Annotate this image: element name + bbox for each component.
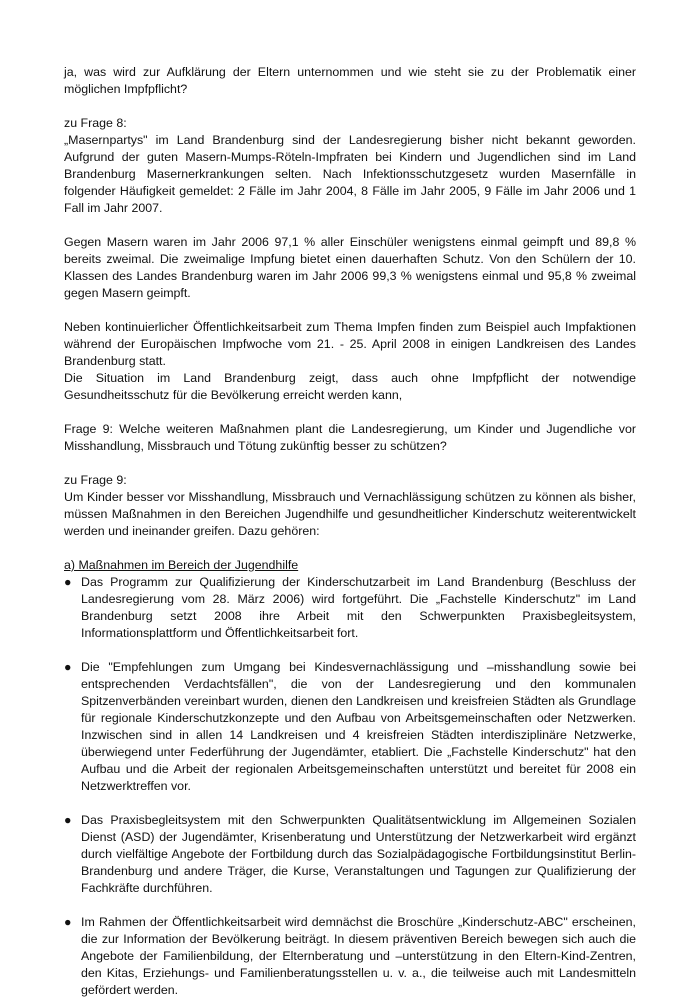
intro-paragraph: ja, was wird zur Aufklärung der Eltern unternommen und wie steht sie zu der Problematik einer möglichen Impfpflicht? (64, 65, 636, 96)
document-page (64, 64, 636, 999)
answer-8-paragraph-2: Gegen Masern waren im Jahr 2006 97,1 % aller Einschüler wenigstens einmal geimpft und 89,8 % bereits zweimal. Die zweimalige Impfung bietet einen dauerhaften Schutz. Von den Schülern der 10. Klassen des Landes Brandenburg waren im Jahr 2006 99,3 % wenigstens einmal und 95,8 % zweimal gegen Masern geimpft. (64, 235, 636, 300)
answer-8-paragraph-1: „Masernpartys" im Land Brandenburg sind der Landesregierung bisher nicht bekannt geworden. Aufgrund der guten Masern-Mumps-Röteln-Impfraten bei Kindern und Jugendlichen sind im Land Brandenburg Masernerkrankungen selten. Nach Infektionsschutzgesetz wurden Masernfälle in folgender Häufigkeit gemeldet: 2 Fälle im Jahr 2004, 8 Fälle im Jahr 2005, 9 Fälle im Jahr 2006 und 1 Fall im Jahr 2007. (64, 133, 636, 215)
list-item-text: Die "Empfehlungen zum Umgang bei Kindesvernachlässigung und –misshandlung sowie bei entsprechenden Verdachtsfällen", die von der Landesregierung und den kommunalen Spitzenverbänden vereinbart wurden, dienen den Landkreisen und kreisfreien Städten als Grundlage für regionale Kinderschutzkonzepte und den Aufbau von Arbeitsgemeinschaften oder Netzwerken. Inzwischen sind in allen 14 Landkreisen und 4 kreisfreien Städten interdisziplinäre Netzwerke, überwiegend unter Federführung der Jugendämter, etabliert. Die „Fachstelle Kinderschutz" hat den Aufbau und die Arbeit der regionalen Arbeitsgemeinschaften unterstützt und bereitet für 2008 ein Netzwerktreffen vor. (81, 660, 636, 793)
list-item (64, 914, 636, 999)
list-item-text: Im Rahmen der Öffentlichkeitsarbeit wird demnächst die Broschüre „Kinderschutz-ABC" erscheinen, die zur Information der Bevölkerung beiträgt. In diesem präventiven Bereich bewegen sich auch die Angebote der Familienbildung, der Elternberatung und –unterstützung in den Eltern-Kind-Zentren, den Kitas, Erziehungs- und Familienberatungsstellen u. v. a., die teilweise auch mit Landesmitteln gefördert werden. (81, 915, 636, 997)
list-item-text: Das Praxisbegleitsystem mit den Schwerpunkten Qualitätsentwicklung im Allgemeinen Sozialen Dienst (ASD) der Jugendämter, Krisenberatung und Unterstützung der Netzwerkarbeit wird ergänzt durch vielfältige Angebote der Fortbildung durch das Sozialpädagogische Fortbildungsinstitut Berlin-Brandenburg und andere Träger, die Kurse, Veranstaltungen und Tagungen zur Qualifizierung der Fachkräfte durchführen. (81, 813, 636, 895)
list-item (64, 574, 636, 642)
question-9: Frage 9: Welche weiteren Maßnahmen plant die Landesregierung, um Kinder und Jugendliche vor Misshandlung, Missbrauch und Tötung zukünftig besser zu schützen? (64, 422, 636, 453)
list-item-text: Das Programm zur Qualifizierung der Kinderschutzarbeit im Land Brandenburg (Beschluss der Landesregierung vom 28. März 2006) wird fortgeführt. Die „Fachstelle Kinderschutz" im Land Brandenburg setzt 2008 ihre Arbeit mit den Schwerpunkten Praxisbegleitsystem, Informationsplattform und Öffentlichkeitsarbeit fort. (81, 575, 636, 640)
answer-9-paragraph-1: Um Kinder besser vor Misshandlung, Missbrauch und Vernachlässigung schützen zu können als bisher, müssen Maßnahmen in den Bereichen Jugendhilfe und gesundheitlicher Kinderschutz weiterentwickelt werden und ineinander greifen. Dazu gehören: (64, 490, 636, 538)
answer-8-heading: zu Frage 8: (64, 116, 127, 130)
bullet-icon: ● (64, 813, 72, 827)
section-a-heading: a) Maßnahmen im Bereich der Jugendhilfe (64, 558, 299, 572)
answer-9-heading: zu Frage 9: (64, 473, 127, 487)
measures-list (64, 574, 636, 999)
list-item (64, 812, 636, 897)
answer-8-paragraph-3: Neben kontinuierlicher Öffentlichkeitsarbeit zum Thema Impfen finden zum Beispiel auch Impfaktionen während der Europäischen Impfwoche vom 21. - 25. April 2008 in einigen Landkreisen des Landes Brandenburg statt. (64, 320, 636, 368)
bullet-icon: ● (64, 575, 72, 589)
bullet-icon: ● (64, 915, 72, 929)
answer-8-paragraph-4: Die Situation im Land Brandenburg zeigt, dass auch ohne Impfpflicht der notwendige Gesundheitsschutz für die Bevölkerung erreicht werden kann, (64, 371, 636, 402)
bullet-icon: ● (64, 660, 72, 674)
list-item (64, 659, 636, 795)
